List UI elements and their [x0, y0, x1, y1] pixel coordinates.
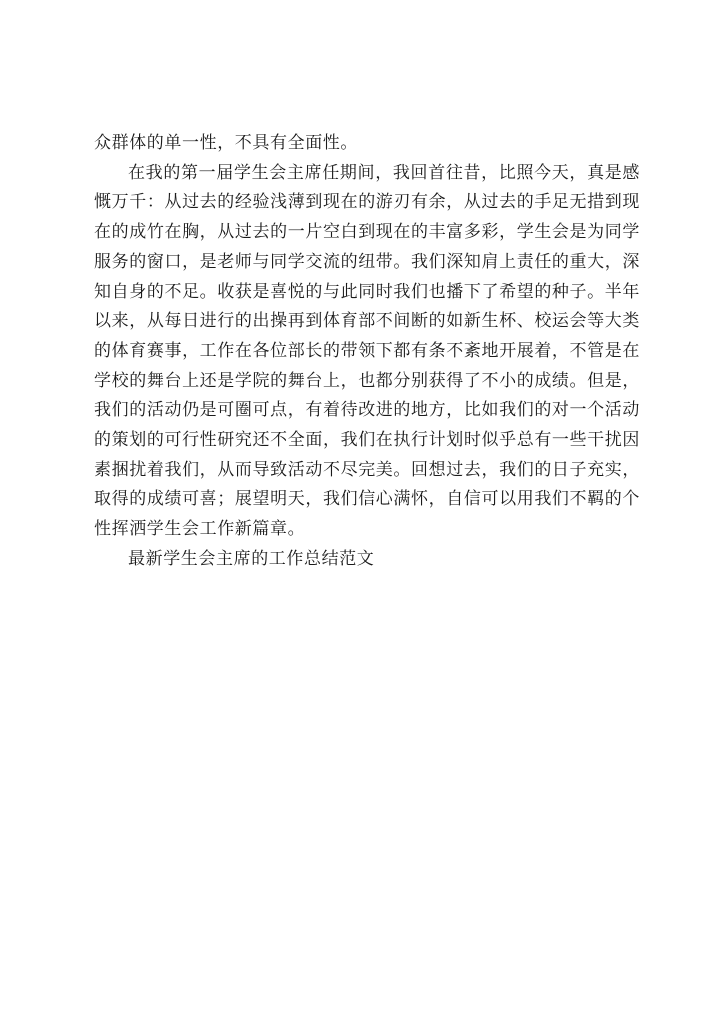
paragraph-continuation: 众群体的单一性，不具有全面性。 — [94, 133, 358, 153]
paragraph-main: 在我的第一届学生会主席任期间，我回首往昔，比照今天，真是感慨万千：从过去的经验浅薄到现在的游刃有余，从过去的手足无措到现在的成竹在胸，从过去的一片空白到现在的丰富多彩，学生会是为同学服务的窗口，是老师与同学交流的纽带。我们深知肩上责任的重大，深知自身的不足。收获是喜悦的与此同时我们也播下了希望的种子。半年以来，从每日进行的出操再到体育部不间断的如新生杯、校运会等大类的体育赛事，工作在各位部长的带领下都有条不紊地开展着，不管是在学校的舞台上还是学院的舞台上，也都分别获得了不小的成绩。但是，我们的活动仍是可圈可点，有着待改进的地方，比如我们的对一个活动的策划的可行性研究还不全面，我们在执行计划时似乎总有一些干扰因素捆扰着我们，从而导致活动不尽完美。回想过去，我们的日子充实，取得的成绩可喜；展望明天，我们信心满怀，自信可以用我们不羁的个性挥洒学生会工作新篇章。 — [94, 162, 640, 540]
document-body — [94, 129, 640, 575]
heading-next-section: 最新学生会主席的工作总结范文 — [128, 548, 375, 569]
